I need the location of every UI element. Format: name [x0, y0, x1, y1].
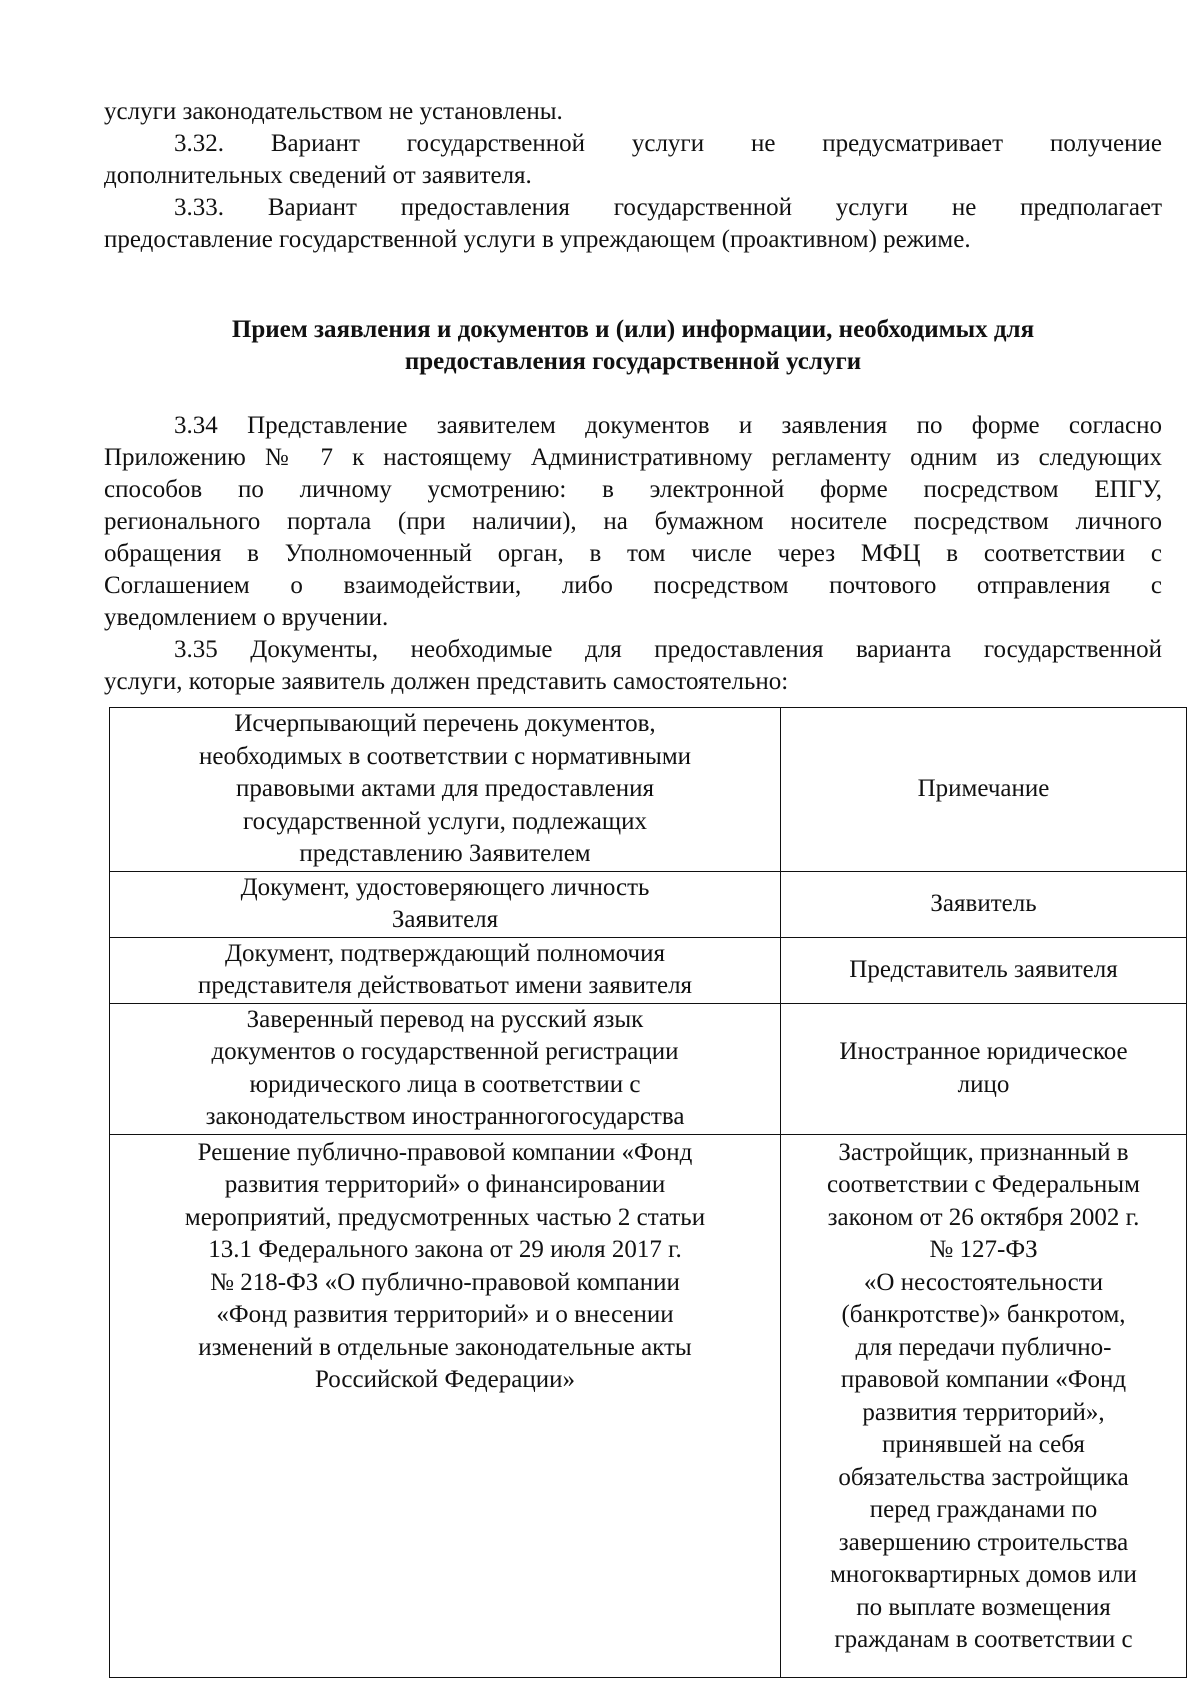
paragraph-3-32 [104, 128, 1162, 192]
header-cell-documents [110, 708, 781, 872]
table-row [110, 871, 1187, 937]
text-line: Соглашением о взаимодействии, либо посредством почтового отправления с [104, 572, 1162, 599]
cell-note [781, 1003, 1187, 1134]
cell-line: развития территорий», [862, 1398, 1105, 1426]
table-row [110, 1003, 1187, 1134]
cell-line: Представитель заявителя [849, 955, 1118, 983]
cell-line: правовой компании «Фонд [840, 1366, 1127, 1393]
heading-line: предоставления государственной услуги [404, 348, 862, 375]
cell-line: (банкротстве)» банкротом, [841, 1301, 1126, 1328]
text-line: обращения в Уполномоченный орган, в том числе через МФЦ в соответствии с [104, 540, 1162, 567]
cell-line: Исчерпывающий перечень документов, [234, 710, 656, 737]
text-line: предоставление государственной услуги в упреждающем (проактивном) режиме. [104, 226, 971, 253]
cell-line: изменений в отдельные законодательные акты [198, 1333, 692, 1361]
cell-line: Заверенный перевод на русский язык [246, 1005, 644, 1033]
cell-document [110, 1003, 781, 1134]
cell-line: Российской Федерации» [314, 1366, 576, 1393]
cell-line: мероприятий, предусмотренных частью 2 статьи [184, 1203, 706, 1231]
table-header-row [110, 708, 1187, 872]
heading-line: Прием заявления и документов и (или) информации, необходимых для [231, 316, 1035, 343]
cell-line: 13.1 Федерального закона от 29 июля 2017 г. [208, 1236, 682, 1263]
text-line: 3.34 Представление заявителем документов и заявления по форме согласно [174, 412, 1162, 439]
text-line: дополнительных сведений от заявителя. [104, 162, 532, 189]
text-line: 3.32. Вариант государственной услуги не предусматривает получение [174, 130, 1162, 157]
cell-line: перед гражданами по [869, 1496, 1098, 1523]
text-line: уведомлением о вручении. [104, 604, 389, 631]
cell-line: развития территорий» о финансировании [224, 1171, 666, 1198]
cell-line: Заявителя [391, 906, 499, 933]
cell-note [781, 1134, 1187, 1677]
cell-line: законодательством иностранногогосударства [205, 1103, 685, 1130]
cell-line: Документ, подтверждающий полномочия [225, 939, 665, 967]
cell-line: «О несостоятельности [863, 1268, 1104, 1296]
text-line: способов по личному усмотрению: в электронной форме посредством ЕПГУ, [104, 476, 1162, 503]
text-line: услуги законодательством не установлены. [104, 98, 563, 125]
documents-table [109, 707, 1187, 1678]
cell-line: Застройщик, признанный в [838, 1138, 1129, 1166]
cell-note [781, 937, 1187, 1003]
paragraph-continuation [104, 96, 1162, 128]
cell-line: юридического лица в соответствии с [249, 1070, 641, 1098]
cell-line: принявшей на себя [882, 1431, 1085, 1458]
cell-line: представлению Заявителем [299, 840, 591, 867]
text-line: регионального портала (при наличии), на бумажном носителе посредством личного [104, 508, 1162, 535]
cell-line: многоквартирных домов или [830, 1561, 1137, 1588]
cell-line: документов о государственной регистрации [211, 1038, 679, 1065]
cell-line: Решение публично-правовой компании «Фонд [197, 1138, 693, 1166]
section-heading [104, 314, 1162, 378]
table-row [110, 937, 1187, 1003]
cell-line: Примечание [917, 775, 1050, 802]
spacer [104, 378, 1162, 410]
cell-line: Заявитель [930, 889, 1037, 917]
header-cell-note [781, 708, 1187, 872]
text-line: Приложению № 7 к настоящему Административному регламенту одним из следующих [104, 444, 1162, 471]
cell-line: «Фонд развития территорий» и о внесении [216, 1301, 674, 1328]
table-row [110, 1134, 1187, 1677]
cell-line: Иностранное юридическое [839, 1038, 1128, 1065]
cell-line: правовыми актами для предоставления [235, 775, 654, 802]
cell-note [781, 871, 1187, 937]
cell-line: № 218-ФЗ «О публично-правовой компании [210, 1268, 680, 1296]
text-line: услуги, которые заявитель должен представить самостоятельно: [104, 668, 789, 695]
cell-line: Документ, удостоверяющего личность [240, 873, 650, 901]
cell-line: законом от 26 октября 2002 г. [827, 1203, 1140, 1231]
cell-line: гражданам в соответствии с [834, 1626, 1133, 1653]
cell-line: завершению строительства [838, 1528, 1129, 1556]
text-line: 3.33. Вариант предоставления государственной услуги не предполагает [174, 194, 1162, 221]
cell-line: лицо [957, 1070, 1010, 1098]
paragraph-3-33 [104, 192, 1162, 256]
paragraph-3-34 [104, 410, 1162, 634]
cell-line: представителя действоватьот имени заявителя [197, 972, 693, 999]
cell-document [110, 871, 781, 937]
cell-line: государственной услуги, подлежащих [242, 807, 648, 835]
cell-line: для передачи публично- [855, 1333, 1112, 1361]
cell-line: соответствии с Федеральным [827, 1171, 1140, 1198]
cell-document [110, 937, 781, 1003]
cell-line: № 127-ФЗ [929, 1236, 1038, 1263]
cell-line: необходимых в соответствии с нормативными [198, 742, 692, 770]
text-line: 3.35 Документы, необходимые для предоставления варианта государственной [174, 636, 1162, 663]
cell-document [110, 1134, 781, 1677]
cell-line: обязательства застройщика [838, 1463, 1129, 1491]
paragraph-3-35 [104, 634, 1162, 698]
cell-line: по выплате возмещения [856, 1593, 1111, 1621]
document-page [104, 96, 1162, 698]
